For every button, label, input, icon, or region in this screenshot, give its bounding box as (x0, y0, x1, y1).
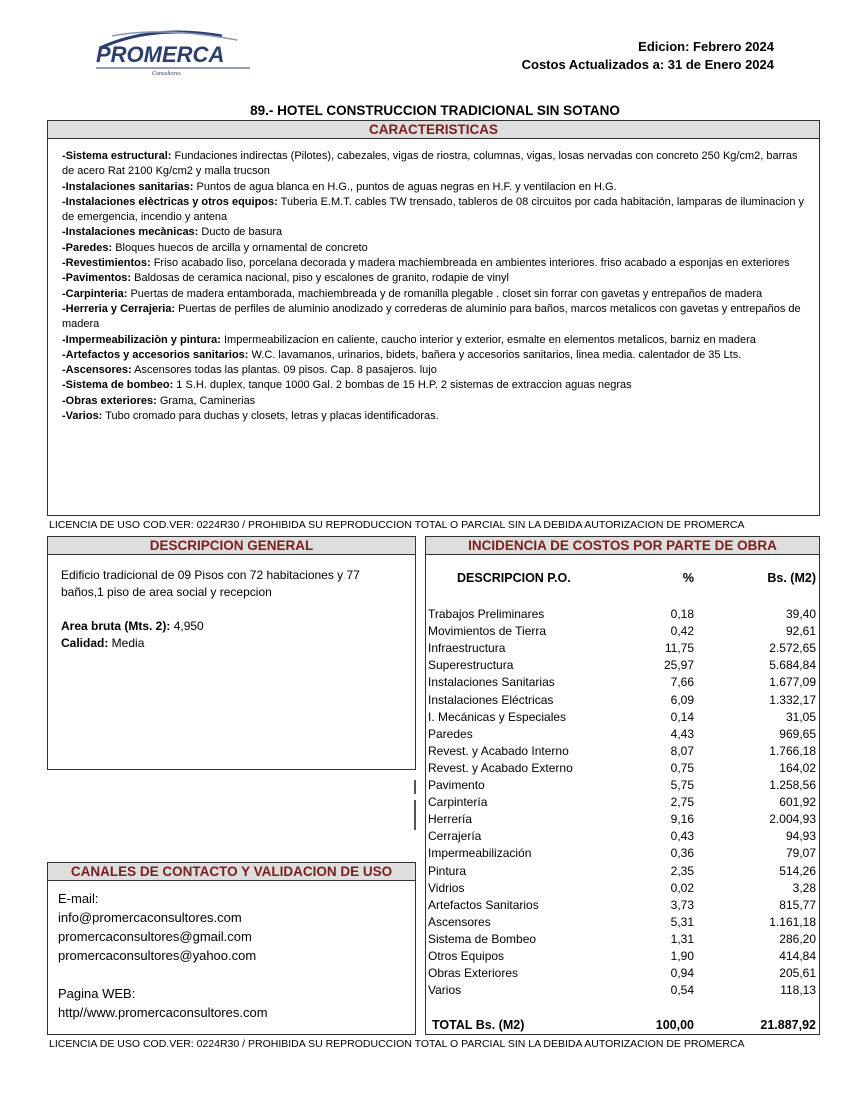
table-row (428, 623, 816, 640)
contact-section (47, 862, 416, 1035)
characteristic-label: -Sistema de bombeo: (62, 379, 174, 392)
table-row (428, 811, 816, 828)
characteristic-text: Grama, Caminerias (156, 394, 256, 407)
characteristic-text: Bloques huecos de arcilla y ornamental de concreto (112, 241, 368, 254)
row-bs: 969,65 (779, 726, 816, 741)
license-notice-top: LICENCIA DE USO COD.VER: 0224R30 / PROHIBIDA SU REPRODUCCION TOTAL O PARCIAL SIN LA DEBIDA AUTORIZACION DE PROMERCA (49, 519, 745, 531)
row-percent: 0,94 (670, 966, 694, 981)
total-row (428, 1017, 816, 1034)
table-row (428, 965, 816, 982)
characteristic-text: Impermeabilizacion en caliente, caucho interior y exterior, esmalte en elementos metalicos, barniz en madera (220, 333, 756, 346)
row-label: Vidrios (428, 880, 465, 895)
web-link[interactable]: http//www.promercaconsultores.com (58, 1005, 268, 1020)
edition-date: Edicion: Febrero 2024 (638, 39, 774, 54)
costs-updated-date: Costos Actualizados a: 31 de Enero 2024 (521, 57, 774, 72)
table-row (428, 863, 816, 880)
row-bs: 79,07 (785, 846, 816, 861)
row-percent: 0,36 (670, 846, 694, 861)
characteristic-item (62, 333, 805, 348)
total-percent: 100,00 (655, 1018, 694, 1032)
characteristic-label: -Revestimientos: (62, 257, 151, 270)
row-label: Carpintería (428, 795, 488, 810)
row-bs: 1.332,17 (769, 692, 816, 707)
characteristic-text: Baldosas de ceramica nacional, piso y escalones de granito, rodapie de vinyl (131, 272, 509, 285)
characteristic-text: Fundaciones indirectas (Pilotes), cabezales, vigas de riostra, columnas, vigas, losas nervadas con concreto 250 Kg/cm2, barras de acero Rat 2100 Kg/cm2 y malla trucson (62, 150, 798, 178)
characteristic-text: Puertas de madera entamborada, machiembreada y de romanilla plegable . closet sin forrar con gavetas y entrepaños de madera (127, 287, 763, 300)
table-row (428, 845, 816, 862)
table-row (428, 743, 816, 760)
row-label: Movimientos de Tierra (428, 624, 547, 639)
table-row (428, 726, 816, 743)
characteristic-label: -Carpinteria: (62, 287, 128, 300)
characteristic-label: -Ascensores: (62, 364, 132, 377)
divider-line (414, 800, 416, 830)
row-label: Impermeabilización (428, 846, 532, 861)
row-percent: 11,75 (664, 641, 694, 656)
divider-line (414, 780, 416, 794)
characteristic-text: 1 S.H. duplex, tanque 1000 Gal. 2 bombas de 15 H.P. 2 sistemas de extraccion aguas negras (173, 379, 632, 392)
table-row (428, 674, 816, 691)
row-percent: 0,75 (670, 760, 694, 775)
quality-label: Calidad: (61, 636, 109, 650)
row-label: Varios (428, 983, 462, 998)
characteristic-text: Ascensores todas las plantas. 09 pisos. Cap. 8 pasajeros. lujo (131, 364, 437, 377)
row-bs: 1.766,18 (769, 743, 816, 758)
characteristic-label: -Instalaciones mecànicas: (62, 226, 199, 239)
edition-info (522, 38, 774, 74)
characteristic-item (62, 180, 805, 195)
characteristic-item (62, 195, 805, 226)
row-label: Ascensores (428, 914, 491, 929)
row-label: Trabajos Preliminares (428, 607, 545, 621)
total-bs: 21.887,92 (760, 1018, 816, 1032)
row-percent: 2,75 (670, 795, 694, 810)
document-title: 89.- HOTEL CONSTRUCCION TRADICIONAL SIN SOTANO (250, 103, 620, 118)
quality-value: Media (108, 636, 145, 650)
total-label: TOTAL Bs. (M2) (432, 1018, 525, 1032)
row-label: Paredes (428, 726, 473, 741)
table-row (428, 828, 816, 845)
row-label: Pintura (428, 863, 467, 878)
row-percent: 1,90 (670, 949, 694, 963)
area-label: Area bruta (Mts. 2): (61, 619, 171, 633)
row-percent: 0,02 (670, 880, 694, 895)
row-label: Instalaciones Eléctricas (428, 692, 554, 707)
characteristic-label: -Pavimentos: (62, 272, 132, 285)
table-row (428, 777, 816, 794)
row-percent: 0,54 (670, 983, 694, 998)
row-bs: 514,26 (779, 863, 816, 878)
row-bs: 31,05 (785, 709, 816, 724)
table-row (428, 640, 816, 657)
row-percent: 5,31 (670, 914, 694, 929)
email-link[interactable]: promercaconsultores@gmail.com (58, 929, 252, 944)
characteristic-item (62, 149, 805, 180)
characteristic-label: -Paredes: (62, 241, 113, 254)
general-description-section (47, 536, 416, 770)
characteristic-text: Friso acabado liso, porcelana decorada y madera machiembreada en ambientes interiores. friso acabado a esponjas en exteriores (150, 257, 790, 270)
characteristic-text: Tuberia E.M.T. cables TW trensado, tableros de 08 circuitos por cada habitación, lamparas de iluminacion y de emergencia, incendio y antena (62, 195, 805, 224)
characteristic-label: -Sistema estructural: (62, 150, 172, 162)
characteristic-item (62, 302, 805, 333)
row-label: Infraestructura (428, 641, 506, 656)
row-percent: 0,43 (670, 829, 694, 844)
general-description-heading: DESCRIPCION GENERAL (48, 537, 415, 555)
row-bs: 2.004,93 (769, 812, 816, 827)
characteristic-label: -Instalaciones sanitarias: (62, 180, 194, 193)
row-bs: 601,92 (779, 795, 816, 810)
characteristic-label: -Impermeabilizaciòn y pintura: (62, 333, 221, 346)
table-row (428, 948, 816, 965)
area-row (61, 618, 402, 635)
table-row (428, 931, 816, 948)
license-notice-bottom: LICENCIA DE USO COD.VER: 0224R30 / PROHIBIDA SU REPRODUCCION TOTAL O PARCIAL SIN LA DEBIDA AUTORIZACION DE PROMERCA (49, 1038, 745, 1050)
characteristic-label: -Artefactos y accesorios sanitarios: (62, 348, 249, 361)
row-percent: 7,66 (670, 675, 694, 690)
characteristic-label: -Obras exteriores: (62, 394, 157, 407)
characteristics-section (47, 120, 820, 516)
row-label: Revest. y Acabado Interno (428, 743, 569, 758)
quality-row (61, 635, 402, 652)
row-bs: 1.161,18 (769, 914, 816, 929)
row-label: Pavimento (428, 778, 485, 792)
row-bs: 414,84 (779, 949, 816, 963)
area-value: 4,950 (170, 619, 204, 633)
characteristic-text: Ducto de basura (198, 226, 283, 239)
characteristic-item (62, 394, 805, 409)
row-bs: 205,61 (779, 966, 816, 981)
table-row (428, 760, 816, 777)
email-link[interactable]: promercaconsultores@yahoo.com (58, 948, 257, 963)
row-bs: 39,40 (785, 607, 816, 621)
row-label: Herrería (428, 812, 473, 827)
table-row (428, 982, 816, 999)
col-header-bs: Bs. (M2) (767, 571, 816, 585)
table-row (428, 657, 816, 674)
row-bs: 1.677,09 (769, 675, 816, 690)
email-link[interactable]: info@promercaconsultores.com (58, 910, 242, 925)
row-label: Obras Exteriores (428, 966, 519, 981)
row-bs: 2.572,65 (769, 641, 816, 656)
row-bs: 5.684,84 (769, 658, 816, 673)
characteristic-text: Tubo cromado para duchas y closets, letras y placas identificadoras. (102, 410, 439, 423)
row-label: Artefactos Sanitarios (428, 897, 539, 912)
table-row (428, 794, 816, 811)
promerca-logo (92, 26, 252, 76)
table-row (428, 606, 816, 623)
characteristic-item (62, 287, 805, 302)
characteristic-item (62, 256, 805, 271)
characteristic-text: W.C. lavamanos, urinarios, bidets, bañera y accesorios sanitarios, linea media. calentador de 35 Lts. (248, 348, 742, 361)
table-row (428, 692, 816, 709)
row-label: I. Mecánicas y Especiales (428, 709, 567, 724)
characteristic-text: Puertas de perfiles de aluminio anodizado y correderas de aluminio para baños, marcos metalicos con gavetas y entrepaños de madera (62, 302, 801, 331)
incidence-section (425, 536, 820, 1035)
row-label: Superestructura (428, 658, 514, 673)
row-percent: 25,97 (663, 658, 694, 673)
row-bs: 164,02 (779, 760, 816, 775)
characteristic-item (62, 271, 805, 286)
row-bs: 92,61 (785, 624, 816, 639)
row-bs: 815,77 (779, 897, 816, 912)
row-bs: 1.258,56 (769, 778, 816, 792)
table-row (428, 880, 816, 897)
row-label: Instalaciones Sanitarias (428, 675, 555, 690)
row-percent: 2,35 (670, 863, 694, 878)
row-percent: 9,16 (670, 812, 694, 827)
row-percent: 0,14 (670, 709, 694, 724)
web-label: Pagina WEB: (58, 986, 136, 1001)
contact-heading: CANALES DE CONTACTO Y VALIDACION DE USO (48, 863, 415, 881)
characteristic-item (62, 378, 805, 393)
logo-text: PROMERCA (96, 42, 225, 67)
logo-subtext: Consultores (152, 71, 181, 76)
characteristic-item (62, 409, 805, 424)
row-label: Revest. y Acabado Externo (428, 760, 573, 775)
characteristic-item (62, 363, 805, 378)
characteristic-label: -Instalaciones elèctricas y otros equipos: (62, 195, 278, 208)
characteristics-heading: CARACTERISTICAS (48, 121, 819, 139)
characteristic-item (62, 348, 805, 363)
characteristic-label: -Herreria y Cerrajeria: (62, 302, 176, 315)
characteristic-text: Puntos de agua blanca en H.G., puntos de aguas negras en H.F. y ventilacion en H.G. (193, 180, 617, 193)
col-header-description: DESCRIPCION P.O. (457, 571, 571, 585)
row-percent: 5,75 (670, 778, 694, 792)
row-percent: 8,07 (670, 743, 694, 758)
row-bs: 118,13 (780, 983, 816, 998)
row-bs: 94,93 (785, 829, 816, 844)
general-description-text: Edificio tradicional de 09 Pisos con 72 habitaciones y 77 baños,1 piso de area social y recepcion (61, 568, 360, 599)
row-percent: 1,31 (670, 931, 694, 946)
characteristic-item (62, 225, 805, 240)
row-percent: 0,42 (670, 624, 694, 639)
row-percent: 3,73 (670, 897, 694, 912)
row-label: Cerrajería (428, 829, 482, 844)
row-label: Otros Equipos (428, 949, 505, 963)
row-percent: 0,18 (670, 607, 694, 621)
row-bs: 3,28 (792, 880, 816, 895)
row-percent: 4,43 (670, 726, 694, 741)
row-label: Sistema de Bombeo (428, 931, 537, 946)
characteristic-item (62, 241, 805, 256)
incidence-heading: INCIDENCIA DE COSTOS POR PARTE DE OBRA (426, 537, 819, 555)
table-row (428, 914, 816, 931)
characteristics-list (48, 139, 819, 424)
row-percent: 6,09 (670, 692, 694, 707)
characteristic-label: -Varios: (62, 410, 103, 423)
row-bs: 286,20 (779, 931, 816, 946)
table-row (428, 709, 816, 726)
email-label: E-mail: (58, 891, 99, 906)
table-row (428, 897, 816, 914)
col-header-percent: % (682, 571, 694, 585)
